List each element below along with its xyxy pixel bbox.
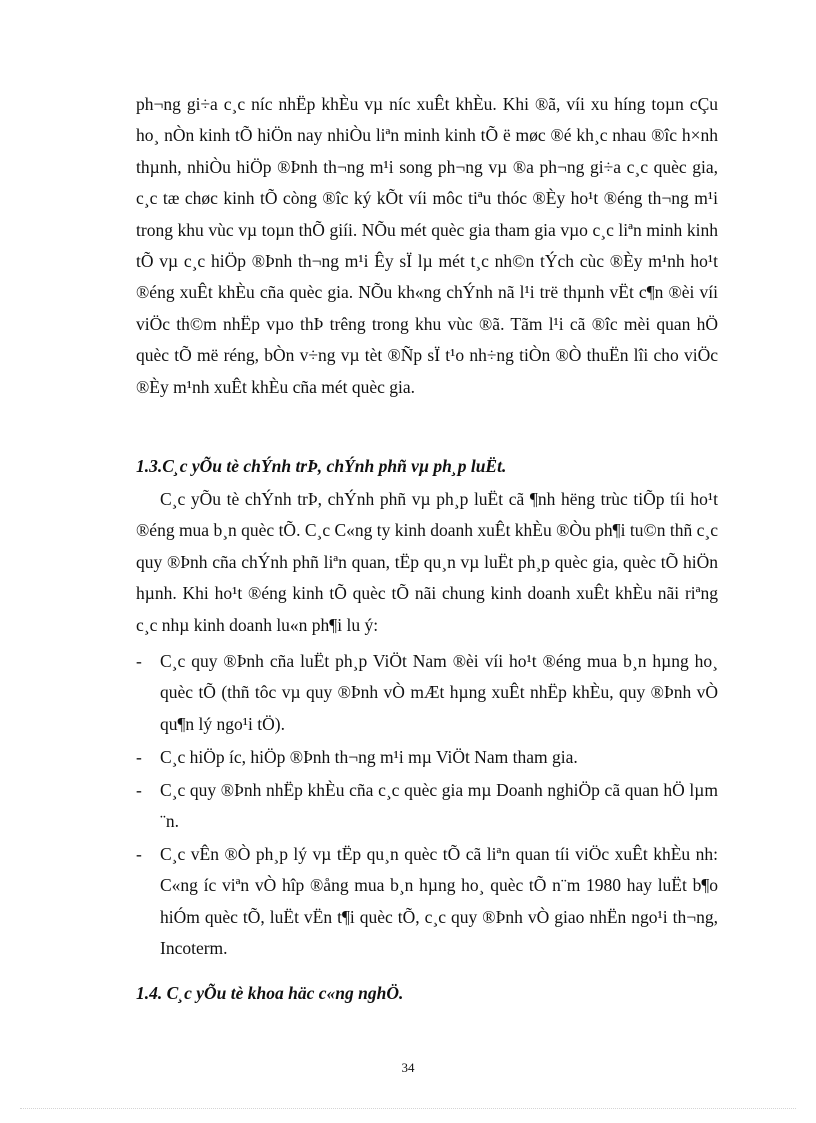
list-item-text: C¸c quy ®Þnh nhËp khÈu cña c¸c quèc gia mµ Doanh nghiÖp cã quan hÖ lµm ¨n. (160, 780, 718, 832)
section-heading: 1.4. C¸c yÕu tè khoa häc c«ng nghÖ. (136, 983, 404, 1003)
page-bottom-border (20, 1108, 796, 1109)
list-item-text: C¸c quy ®Þnh cña luËt ph¸p ViÖt Nam ®èi víi ho¹t ®éng mua b¸n hµng ho¸ quèc tÕ (thñ tôc vµ quy ®Þnh vÒ mÆt hµng xuÊt nhËp khÈu, quy ®Þnh vÒ qu¶n lý ngo¹i tÖ). (160, 651, 718, 734)
page-number: 34 (401, 1060, 415, 1075)
list-item (136, 839, 718, 965)
body-paragraph: C¸c yÕu tè chÝnh trÞ, chÝnh phñ vµ ph¸p luËt cã ¶nh hëng trùc tiÕp tíi ho¹t ®éng mua b¸n quèc tÕ. C¸c C«ng ty kinh doanh xuÊt khÈu ®Òu ph¶i tu©n thñ c¸c quy ®Þnh cña chÝnh phñ liªn quan, tËp qu¸n vµ luËt ph¸p quèc gia, quèc tÕ hiÖn hµnh. Khi ho¹t ®éng kinh tÕ quèc tÕ nãi chung kinh doanh xuÊt khÈu nãi riªng c¸c nhµ kinh doanh lu«n ph¶i lu ý: (136, 489, 718, 635)
list-item (136, 742, 718, 773)
body-paragraph: ph¬ng gi÷a c¸c níc nhËp khÈu vµ níc xuÊt khÈu. Khi ®ã, víi xu híng toµn cÇu ho¸ nÒn kinh tÕ hiÖn nay nhiÒu liªn minh kinh tÕ ë møc ®é kh¸c nhau ®îc h×nh thµnh, nhiÒu hiÖp ®Þnh th¬ng m¹i song ph¬ng vµ ®a ph¬ng gi÷a c¸c quèc gia, c¸c tæ chøc kinh tÕ còng ®îc ký kÕt víi môc tiªu thóc ®Èy ho¹t ®éng th¬ng m¹i trong khu vùc vµ toµn thÕ giíi. NÕu mét quèc gia tham gia vµo c¸c liªn minh kinh tÕ vµ c¸c hiÖp ®Þnh th¬ng m¹i Êy sÏ lµ mét t¸c nh©n tÝch cùc ®Èy m¹nh ho¹t ®éng xuÊt khÈu cña quèc gia. NÕu kh«ng chÝnh nã l¹i trë thµnh vËt c¶n ®èi víi viÖc th©m nhËp vµo thÞ trêng trong khu vùc ®ã. Tãm l¹i cã ®îc mèi quan hÖ quèc tÕ më réng, bÒn v÷ng vµ tèt ®Ñp sÏ t¹o nh÷ng tiÒn ®Ò thuËn lîi cho viÖc ®Èy m¹nh xuÊt khÈu cña mét quèc gia. (136, 94, 718, 397)
bullet-dash: - (136, 747, 142, 767)
list-item-text: C¸c hiÖp íc, hiÖp ®Þnh th¬ng m¹i mµ ViÖt Nam tham gia. (160, 747, 578, 767)
list-item-text: C¸c vÊn ®Ò ph¸p lý vµ tËp qu¸n quèc tÕ cã liªn quan tíi viÖc xuÊt khÈu nh: C«ng íc viªn vÒ hîp ®ång mua b¸n hµng ho¸ quèc tÕ n¨m 1980 hay luËt b¶o hiÓm quèc tÕ, luËt vËn t¶i quèc tÕ, c¸c quy ®Þnh vÒ giao nhËn ngo¹i th¬ng, Incoterm. (160, 844, 718, 959)
bullet-dash: - (136, 780, 142, 800)
list-item (136, 775, 718, 838)
bullet-dash: - (136, 651, 142, 671)
section-heading: 1.3.C¸c yÕu tè chÝnh trÞ, chÝnh phñ vµ ph¸p luËt. (136, 456, 507, 476)
list-item (136, 646, 718, 740)
bullet-dash: - (136, 844, 142, 864)
